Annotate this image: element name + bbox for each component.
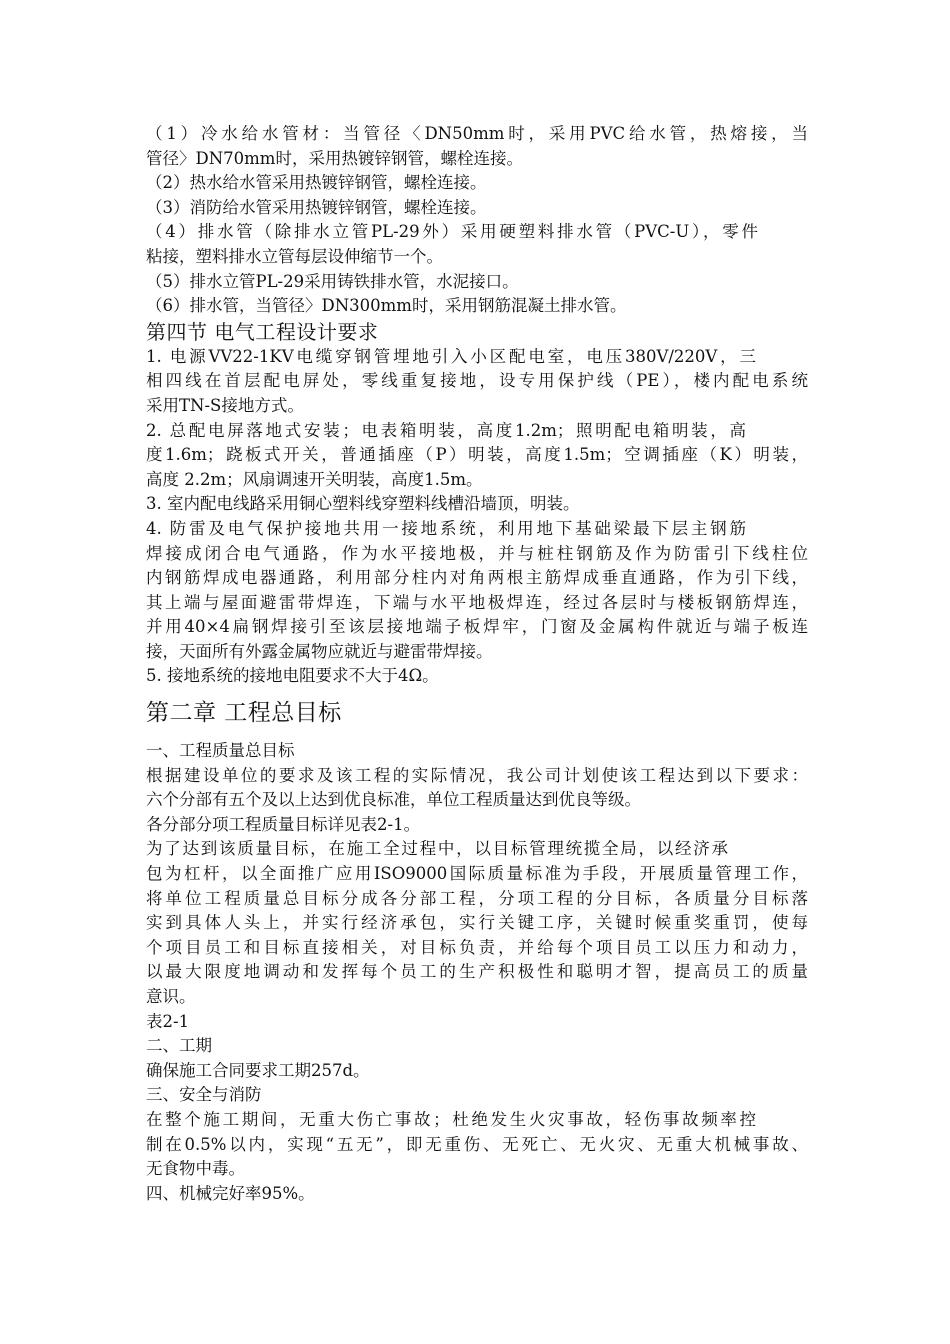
text-line: 5. 接地系统的接地电阻要求不大于4Ω。	[146, 666, 439, 686]
text-line: 并用40×4扁钢焊接引至该层接地端子板焊牢，门窗及金属构件就近与端子板连	[146, 617, 808, 637]
text-line: 粘接，塑料排水立管每层设伸缩节一个。	[146, 246, 443, 266]
subsection-heading: 三、安全与消防	[146, 1085, 262, 1105]
text-line: 2. 总配电屏落地式安装；电表箱明装，高度1.2m；照明配电箱明装，高	[146, 420, 746, 440]
text-line: （4）排水管（除排水立管PL-29外）采用硬塑料排水管（PVC-U），零件	[146, 222, 758, 242]
text-line: 采用TN-S接地方式。	[146, 395, 304, 415]
text-line: 4. 防雷及电气保护接地共用一接地系统，利用地下基础梁最下层主钢筋	[146, 518, 746, 538]
text-line: 根据建设单位的要求及该工程的实际情况，我公司计划使该工程达到以下要求：	[146, 765, 808, 785]
text-line: 为了达到该质量目标，在施工全过程中，以目标管理统揽全局，以经济承	[146, 839, 728, 859]
text-line: 3. 室内配电线路采用铜心塑料线穿塑料线槽沿墙顶，明装。	[146, 494, 580, 514]
subsection-heading: 四、机械完好率95%。	[146, 1183, 315, 1203]
text-line: 无食物中毒。	[146, 1159, 245, 1179]
text-line: （6）排水管，当管径〉DN300mm时，采用钢筋混凝土排水管。	[146, 296, 627, 316]
document-page	[146, 122, 808, 1206]
text-line: 度1.6m；跷板式开关，普通插座（P）明装，高度1.5m；空调插座（K）明装，	[146, 445, 808, 465]
text-line: 制在0.5%以内，实现“五无”，即无重伤、无死亡、无火灾、无重大机械事故、	[146, 1134, 808, 1154]
text-line: 焊接成闭合电气通路，作为水平接地极，并与桩柱钢筋及作为防雷引下线柱位	[146, 543, 808, 563]
text-line: 各分部分项工程质量目标详见表2-1。	[146, 814, 421, 834]
text-line: （3）消防给水管采用热镀锌钢管，螺栓连接。	[146, 197, 487, 217]
subsection-heading: 一、工程质量总目标	[146, 741, 295, 761]
text-line: 实到具体人头上，并实行经济承包，实行关键工序，关键时候重奖重罚，使每	[146, 913, 808, 933]
electrical-requirements-list	[146, 345, 808, 689]
text-line: 包为杠杆，以全面推广应用ISO9000国际质量标准为手段，开展质量管理工作，	[146, 864, 808, 884]
plumbing-materials-list	[146, 122, 808, 319]
text-line: 相四线在首层配电屏处，零线重复接地，设专用保护线（PE），楼内配电系统	[146, 371, 808, 391]
project-goals-body	[146, 739, 808, 1206]
chapter-heading: 第二章 工程总目标	[146, 700, 342, 727]
text-line: 将单位工程质量总目标分成各分部工程，分项工程的分目标，各质量分目标落	[146, 888, 808, 908]
section-heading: 第四节 电气工程设计要求	[146, 319, 379, 344]
text-line: 确保施工合同要求工期257d。	[146, 1060, 370, 1080]
text-line: 1. 电源VV22-1KV电缆穿钢管埋地引入小区配电室，电压380V/220V，三	[146, 346, 756, 366]
text-line: 内钢筋焊成电器通路，利用部分柱内对角两根主筋焊成垂直通路，作为引下线，	[146, 568, 808, 588]
subsection-heading: 二、工期	[146, 1036, 212, 1056]
text-line: （5）排水立管PL-29采用铸铁排水管，水泥接口。	[146, 271, 519, 291]
text-line: （2）热水给水管采用热镀锌钢管，螺栓连接。	[146, 173, 487, 193]
text-line: 六个分部有五个及以上达到优良标准，单位工程质量达到优良等级。	[146, 790, 641, 810]
text-line: 在整个施工期间，无重大伤亡事故；杜绝发生火灾事故，轻伤事故频率控	[146, 1109, 756, 1129]
text-line: 个项目员工和目标直接相关，对目标负责，并给每个项目员工以压力和动力，	[146, 937, 808, 957]
text-line: 管径〉DN70mm时，采用热镀锌钢管，螺栓连接。	[146, 148, 523, 168]
text-line: 以最大限度地调动和发挥每个员工的生产积极性和聪明才智，提高员工的质量	[146, 962, 808, 982]
table-caption: 表2-1	[146, 1011, 190, 1031]
text-line: 接，天面所有外露金属物应就近与避雷带焊接。	[146, 641, 493, 661]
text-line: 高度 2.2m；风扇调速开关明装，高度1.5m。	[146, 469, 483, 489]
text-line: 其上端与屋面避雷带焊连，下端与水平地极焊连，经过各层时与楼板钢筋焊连，	[146, 592, 808, 612]
text-line: 意识。	[146, 987, 196, 1006]
text-line: （1）冷水给水管材：当管径〈DN50mm时，采用PVC给水管，热熔接，当	[146, 124, 808, 143]
